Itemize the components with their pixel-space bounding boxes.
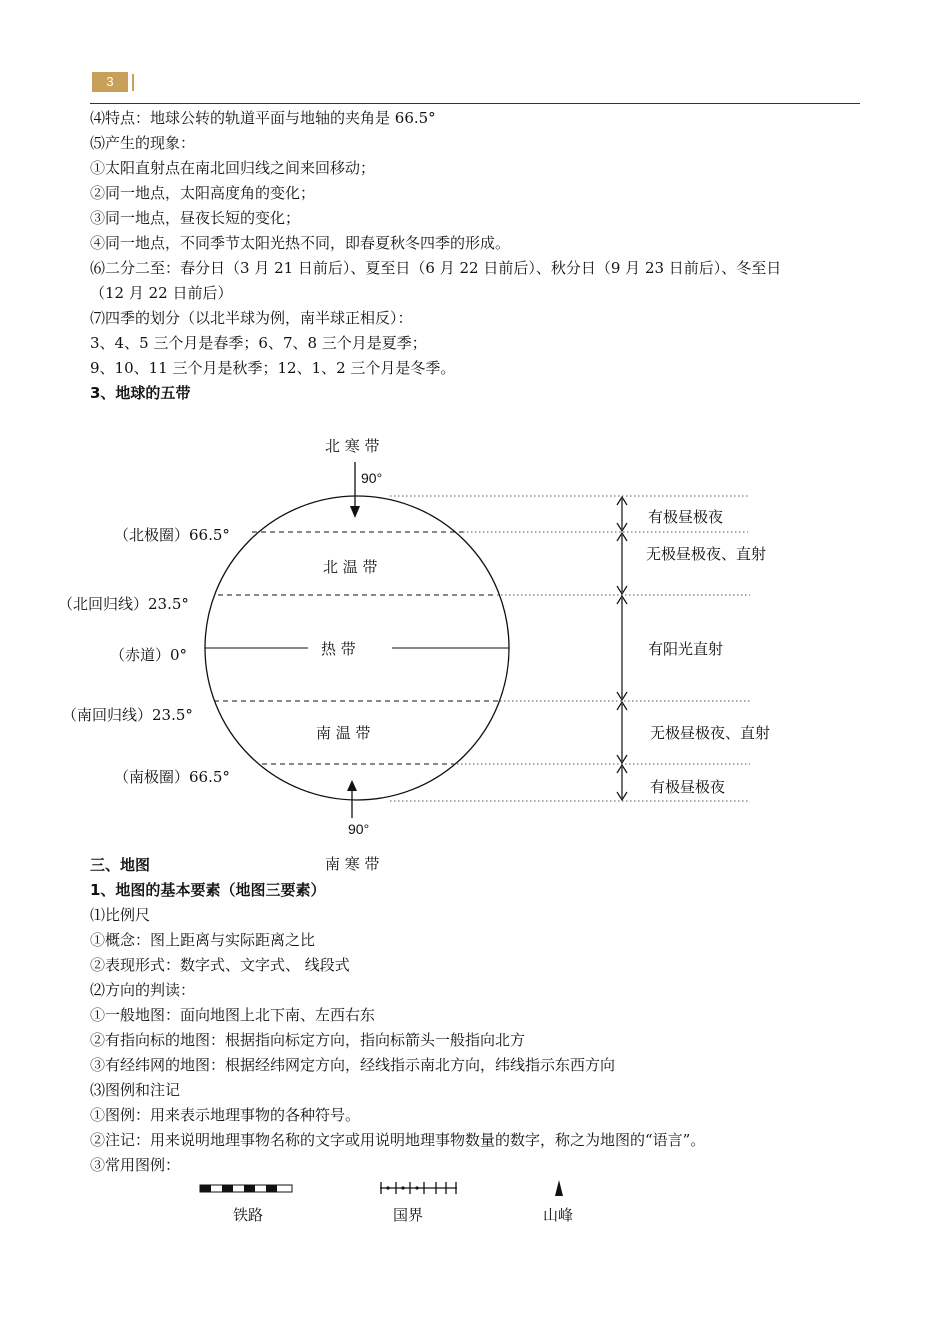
peak-symbol [555,1180,563,1196]
range-arrows [617,497,627,800]
right-polar-north-label: 有极昼极夜 [648,508,724,526]
arctic-circle-label: （北极圈）66.5° [114,526,230,544]
page-number: 3 [92,72,128,92]
text-line: ③同一地点，昼夜长短的变化； [90,209,301,227]
text-line: ②同一地点，太阳高度角的变化； [90,184,316,202]
north-frigid-label: 北 寒 带 [325,437,380,455]
south-arrow-head [347,780,357,791]
text-line: ⑸产生的现象： [90,134,196,152]
antarctic-circle-label: （南极圈）66.5° [114,768,230,786]
text-line: ①太阳直射点在南北回归线之间来回移动； [90,159,376,177]
section-b [90,853,870,1178]
north-temperate-label: 北 温 带 [323,558,378,576]
text-line: ①一般地图：面向地图上北下南、左西右东 [90,1006,376,1024]
railway-label: 铁路 [233,1206,264,1224]
text-line: ⑴比例尺 [90,906,151,924]
text-line: ⑷特点：地球公转的轨道平面与地轴的夹角是 66.5° [90,109,436,127]
tropic-capricorn-label: （南回归线）23.5° [62,706,193,724]
text-line: ⑵方向的判读： [90,981,196,999]
right-temperate-south-label: 无极昼极夜、直射 [650,724,771,742]
text-line: ⑺四季的划分（以北半球为例，南半球正相反）： [90,309,413,327]
right-temperate-north-label: 无极昼极夜、直射 [646,545,767,563]
south-frigid-label: 南 寒 带 [325,855,380,873]
text-line: ③常用图例： [90,1156,181,1174]
text-line: ②有指向标的地图：根据指向标定方向，指向标箭头一般指向北方 [90,1031,526,1049]
text-line: 9、10、11 三个月是秋季；12、1、2 三个月是冬季。 [90,359,456,377]
north-90-label: 90° [361,470,383,486]
south-temperate-label: 南 温 带 [316,724,371,742]
north-arrow-head [350,506,360,518]
equator-label: （赤道）0° [110,646,188,664]
text-line: ①图例：用来表示地理事物的各种符号。 [90,1106,361,1124]
text-line: ③有经纬网的地图：根据经纬网定方向，经线指示南北方向，纬线指示东西方向 [90,1056,616,1074]
text-line: ②注记：用来说明地理事物名称的文字或用说明地理事物数量的数字，称之为地图的“语言”。 [90,1131,706,1149]
torrid-label: 热 带 [321,640,356,658]
right-torrid-label: 有阳光直射 [648,640,724,658]
text-line: （12 月 22 日前后） [90,284,233,302]
text-line: ⑶图例和注记 [90,1081,181,1099]
section-heading: 3、地球的五带 [90,384,191,402]
border-symbol [380,1182,457,1194]
peak-label: 山峰 [543,1206,574,1224]
section-subheading: 1、地图的基本要素（地图三要素） [90,881,326,899]
railway-symbol [200,1185,292,1192]
south-90-label: 90° [348,821,370,837]
text-line: ④同一地点，不同季节太阳光热不同，即春夏秋冬四季的形成。 [90,234,511,252]
border-label: 国界 [393,1206,424,1224]
tropic-cancer-label: （北回归线）23.5° [58,595,189,613]
text-line: ②表现形式：数字式、文字式、 线段式 [90,956,350,974]
text-line: ①概念：图上距离与实际距离之比 [90,931,316,949]
section-heading: 三、地图 [90,856,151,874]
text-line: 3、4、5 三个月是春季；6、7、8 三个月是夏季； [90,334,427,352]
text-line: ⑹二分二至：春分日（3 月 21 日前后）、夏至日（6 月 22 日前后）、秋分日（9 月 23 日前后）、冬至日 [90,259,782,277]
right-polar-south-label: 有极昼极夜 [650,778,726,796]
